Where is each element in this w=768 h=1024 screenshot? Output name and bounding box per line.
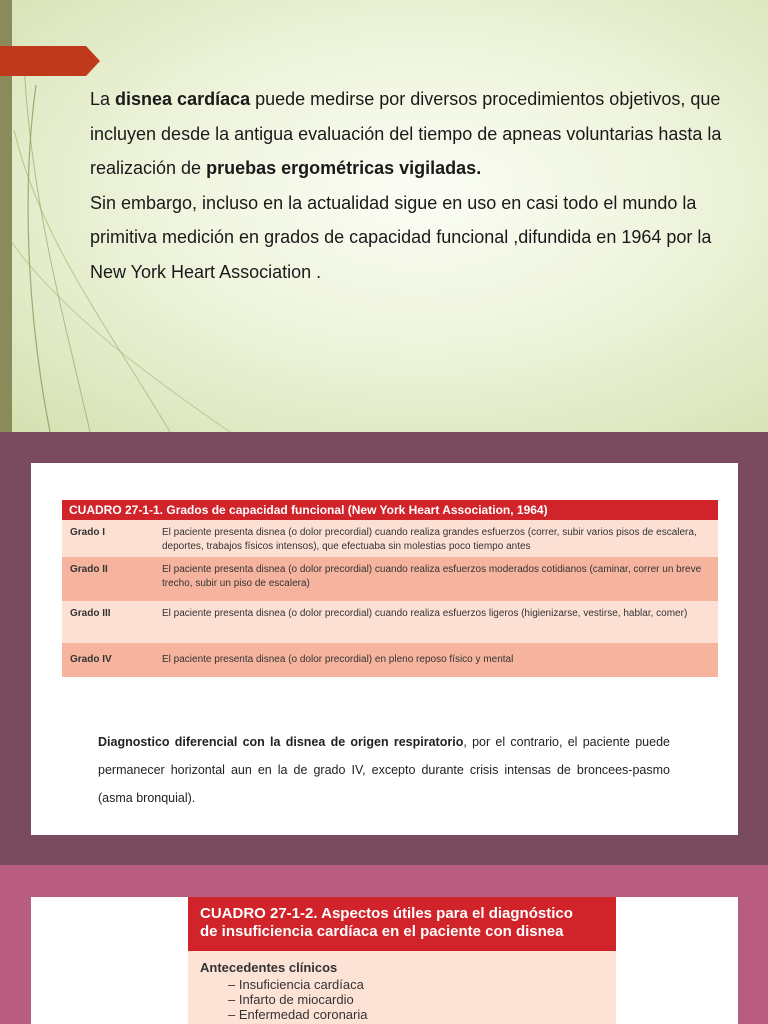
- grade-label: Grado IV: [70, 654, 112, 665]
- table-row: [62, 557, 718, 601]
- grade-label: Grado III: [70, 608, 111, 619]
- p1-text-a: La: [90, 89, 116, 109]
- slide-3: [0, 865, 768, 1024]
- paragraph-1: [90, 82, 730, 186]
- arrow-icon: [0, 46, 100, 76]
- p1-bold-a: disnea cardíaca: [115, 89, 251, 109]
- slide-2-card: [31, 463, 738, 835]
- diag-bold: Diagnostico diferencial con la disnea de origen respiratorio: [98, 735, 464, 749]
- list-item: – Infarto de miocardio: [228, 992, 354, 1007]
- grade-description: El paciente presenta disnea (o dolor precordial) cuando realiza esfuerzos ligeros (higienizarse, vestirse, hablar, comer): [162, 608, 688, 619]
- grade-description: El paciente presenta disnea (o dolor precordial) en pleno reposo físico y mental: [162, 654, 514, 665]
- table-title: CUADRO 27-1-1. Grados de capacidad funcional (New York Heart Association, 1964): [62, 500, 718, 520]
- slide-2: [0, 432, 768, 865]
- p1-text-b: puede medirse por diversos procedimientos objetivos, que incluyen desde la antigua evaluación del tiempo de apneas voluntarias hasta la realización de: [90, 89, 722, 178]
- diagnostic-aspects-table: [188, 897, 616, 1024]
- diag-rest: , por el contrario, el paciente puede permanecer horizontal aun en la de grado IV, excepto durante crisis intensas de broncees-pasmo (asma bronquial).: [98, 735, 670, 805]
- title-line-2: de insuficiencia cardíaca en el paciente con disnea: [200, 923, 564, 940]
- grade-label: Grado II: [70, 564, 108, 575]
- table-row: [62, 643, 718, 677]
- differential-diagnosis-text: [98, 728, 670, 812]
- grade-label: Grado I: [70, 527, 106, 538]
- subheading: Antecedentes clínicos: [200, 960, 338, 975]
- antecedents-list: [188, 977, 616, 1022]
- title-line-1: CUADRO 27-1-2. Aspectos útiles para el diagnóstico: [200, 905, 573, 922]
- table-row: [62, 520, 718, 557]
- table-2-title: [188, 897, 616, 951]
- paragraph-2: Sin embargo, incluso en la actualidad sigue en uso en casi todo el mundo la primitiva medición en grados de capacidad funcional ,difundida en 1964 por la New York Heart Association .: [90, 192, 712, 282]
- slide-3-card: [31, 897, 738, 1024]
- slide-1: [0, 0, 768, 432]
- list-item: – Insuficiencia cardíaca: [228, 977, 364, 992]
- grade-description: El paciente presenta disnea (o dolor precordial) cuando realiza grandes esfuerzos (correr, subir varios pisos de escalera, deportes, trabajos físicos intensos), que efectuaba sin molestias poco tiempo antes: [162, 527, 697, 552]
- nyha-table: [62, 500, 718, 677]
- grade-description: El paciente presenta disnea (o dolor precordial) cuando realiza esfuerzos moderados cotidianos (caminar, correr un breve trecho, subir un piso de escalera): [162, 564, 702, 589]
- p1-bold-b: pruebas ergométricas vigiladas.: [206, 158, 482, 178]
- list-item: – Enfermedad coronaria: [228, 1007, 368, 1022]
- table-row: [62, 601, 718, 643]
- slide-1-text: [90, 82, 730, 289]
